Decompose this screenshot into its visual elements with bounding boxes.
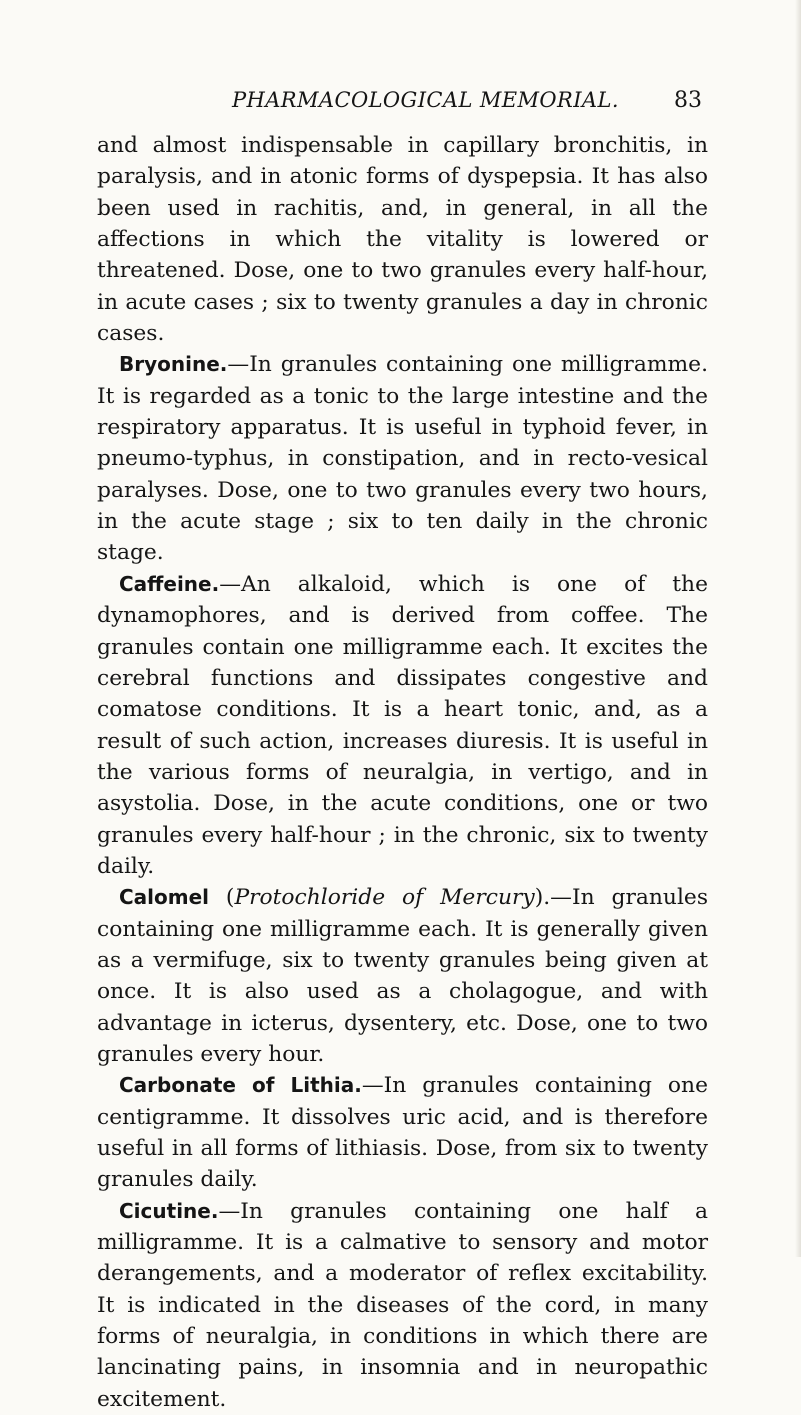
running-head: PHARMACOLOGICAL MEMORIAL. xyxy=(232,88,619,112)
entry-text: —In granules containing one milligramme each. It is generally given as a vermifuge, six to twenty granules being given at once. It is also used as a cholagogue, and with advantage in icterus, dysentery, etc. Dose, one to two granules every hour. xyxy=(97,885,708,1067)
entry-term: Cicutine. xyxy=(119,1198,219,1223)
body-text xyxy=(97,130,708,1415)
entry-text: —An alkaloid, which is one of the dynamophores, and is derived from coffee. The granules contain one milligramme each. It excites the cerebral functions and dissipates congestive and comatose conditions. It is a heart tonic, and, as a result of such action, increases diuresis. It is useful in the various forms of neuralgia, in vertigo, and in asystolia. Dose, in the acute conditions, one or two granules every half-hour ; in the chronic, six to twenty daily. xyxy=(97,571,708,879)
entry-text: —In granules containing one centigramme. It dissolves uric acid, and is therefore useful in all forms of lithiasis. Dose, from six to twenty granules daily. xyxy=(97,1073,708,1193)
entry-term: Bryonine. xyxy=(119,352,228,377)
entry-term: Calomel xyxy=(119,885,210,910)
entry-term: Carbonate of Lithia. xyxy=(119,1073,362,1098)
entry-bryonine xyxy=(97,349,708,568)
entry-paren-close: ). xyxy=(534,885,551,911)
entry-text: —In granules containing one half a milligramme. It is a calmative to sensory and motor derangements, and a moderator of reflex excitability. It is indicated in the diseases of the cord, in many forms of neuralgia, in conditions in which there are lancinating pains, in insomnia and in neuropathic excitement. xyxy=(97,1198,708,1412)
entry-paren-open: ( xyxy=(209,885,235,911)
entry-cicutine xyxy=(97,1196,708,1415)
page-edge-shadow xyxy=(795,0,801,1257)
entry-term: Caffeine. xyxy=(119,571,220,596)
entry-caffeine xyxy=(97,569,708,882)
page-header xyxy=(232,88,702,116)
intro-paragraph: and almost indispensable in capillary bronchitis, in paralysis, and in atonic forms of dyspepsia. It has also been used in rachitis, and, in general, in all the affections in which the vitality is lowered or threatened. Dose, one to two granules every half-hour, in acute cases ; six to twenty granules a day in chronic cases. xyxy=(97,133,708,347)
entry-text: —In granules containing one milligramme. It is regarded as a tonic to the large intestine and the respiratory apparatus. It is useful in typhoid fever, in pneumo-typhus, in constipation, and in recto-vesical paralyses. Dose, one to two granules every two hours, in the acute stage ; six to ten daily in the chronic stage. xyxy=(97,352,708,566)
entry-calomel xyxy=(97,882,708,1070)
entry-carbonate-of-lithia xyxy=(97,1070,708,1195)
entry-italic-subtitle: Protochloride of Mercury xyxy=(234,885,535,911)
page-number: 83 xyxy=(674,88,702,113)
